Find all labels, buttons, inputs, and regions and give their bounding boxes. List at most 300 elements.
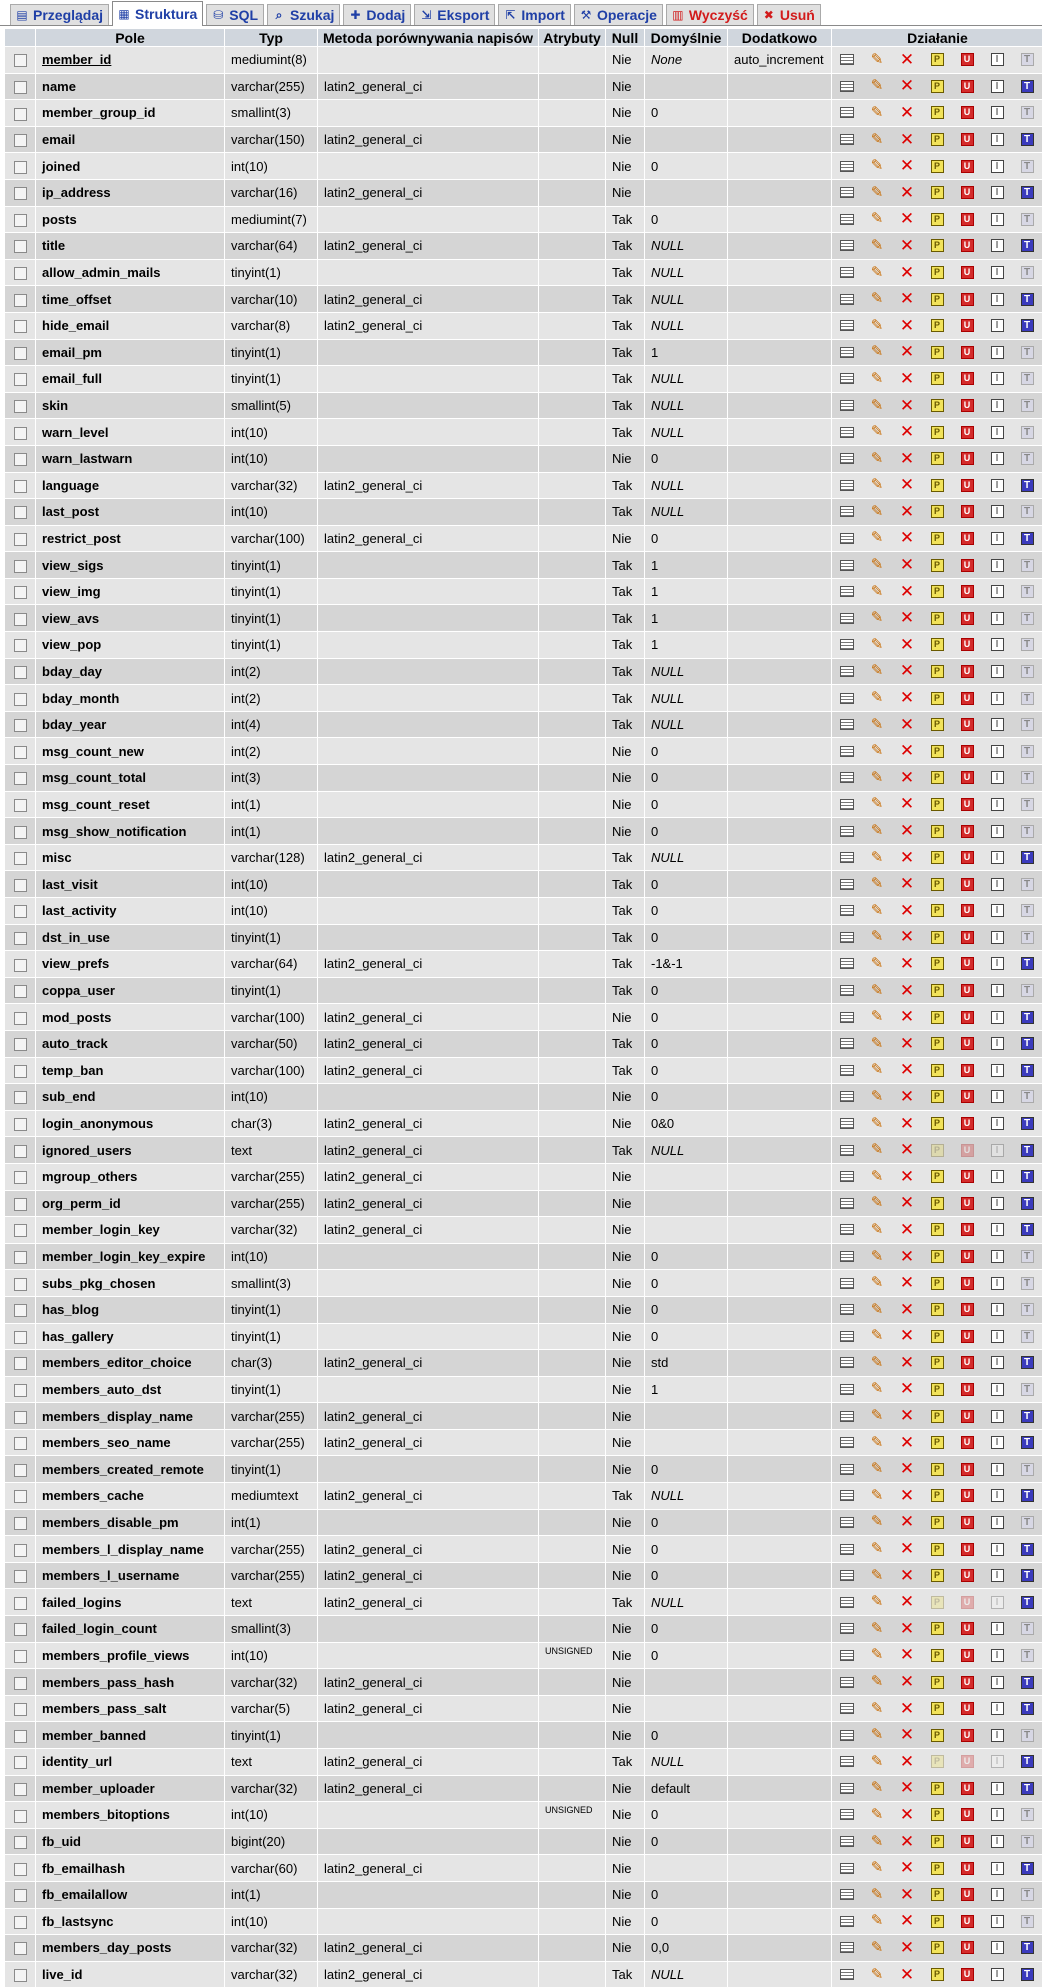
browse-button[interactable] xyxy=(832,1756,862,1767)
index-button[interactable] xyxy=(982,957,1012,970)
row-checkbox[interactable] xyxy=(14,267,27,280)
index-button[interactable] xyxy=(982,825,1012,838)
unique-button[interactable] xyxy=(952,372,982,385)
edit-button[interactable] xyxy=(862,316,892,334)
delete-button[interactable] xyxy=(892,900,922,920)
edit-button[interactable] xyxy=(862,558,892,572)
fulltext-button[interactable] xyxy=(1012,718,1042,731)
unique-button[interactable] xyxy=(952,1835,982,1848)
primary-key-button[interactable] xyxy=(922,745,952,758)
fulltext-button[interactable] xyxy=(1012,1223,1042,1236)
fulltext-button[interactable] xyxy=(1012,1968,1042,1981)
unique-button[interactable] xyxy=(952,505,982,518)
row-checkbox[interactable] xyxy=(14,1038,27,1051)
delete-button[interactable] xyxy=(892,1193,922,1213)
fulltext-button[interactable] xyxy=(1012,1383,1042,1396)
primary-key-button[interactable] xyxy=(922,1968,952,1981)
header-type[interactable]: Typ xyxy=(225,29,317,46)
primary-key-button[interactable] xyxy=(922,1197,952,1210)
index-button[interactable] xyxy=(982,1383,1012,1396)
browse-button[interactable] xyxy=(832,533,862,544)
edit-button[interactable] xyxy=(862,369,892,387)
index-button[interactable] xyxy=(982,266,1012,279)
primary-key-button[interactable] xyxy=(922,665,952,678)
fulltext-button[interactable] xyxy=(1012,160,1042,173)
row-checkbox[interactable] xyxy=(14,81,27,94)
browse-button[interactable] xyxy=(832,373,862,384)
primary-key-button[interactable] xyxy=(922,266,952,279)
delete-button[interactable] xyxy=(892,1565,922,1585)
edit-button[interactable] xyxy=(862,1196,892,1210)
edit-button[interactable] xyxy=(862,1648,892,1662)
edit-button[interactable] xyxy=(862,1752,892,1770)
primary-key-button[interactable] xyxy=(922,931,952,944)
browse-button[interactable] xyxy=(832,826,862,837)
fulltext-button[interactable] xyxy=(1012,1277,1042,1290)
unique-button[interactable] xyxy=(952,1436,982,1449)
fulltext-button[interactable] xyxy=(1012,1543,1042,1556)
fulltext-button[interactable] xyxy=(1012,1090,1042,1103)
index-button[interactable] xyxy=(982,505,1012,518)
fulltext-button[interactable] xyxy=(1012,1011,1042,1024)
edit-button[interactable] xyxy=(862,1515,892,1529)
primary-key-button[interactable] xyxy=(922,319,952,332)
primary-key-button[interactable] xyxy=(922,638,952,651)
browse-button[interactable] xyxy=(832,1544,862,1555)
row-checkbox[interactable] xyxy=(14,932,27,945)
index-button[interactable] xyxy=(982,745,1012,758)
delete-button[interactable] xyxy=(892,581,922,601)
row-checkbox[interactable] xyxy=(14,852,27,865)
browse-button[interactable] xyxy=(832,958,862,969)
fulltext-button[interactable] xyxy=(1012,1676,1042,1689)
browse-button[interactable] xyxy=(832,1863,862,1874)
primary-key-button[interactable] xyxy=(922,106,952,119)
unique-button[interactable] xyxy=(952,665,982,678)
edit-button[interactable] xyxy=(862,1542,892,1556)
fulltext-button[interactable] xyxy=(1012,984,1042,997)
fulltext-button[interactable] xyxy=(1012,638,1042,651)
fulltext-button[interactable] xyxy=(1012,1702,1042,1715)
row-checkbox[interactable] xyxy=(14,1118,27,1131)
row-checkbox[interactable] xyxy=(14,905,27,918)
index-button[interactable] xyxy=(982,559,1012,572)
delete-button[interactable] xyxy=(892,1432,922,1452)
primary-key-button[interactable] xyxy=(922,904,952,917)
delete-button[interactable] xyxy=(892,1858,922,1878)
browse-button[interactable] xyxy=(832,1145,862,1156)
primary-key-button[interactable] xyxy=(922,1676,952,1689)
edit-button[interactable] xyxy=(862,292,892,306)
unique-button[interactable] xyxy=(952,1383,982,1396)
browse-button[interactable] xyxy=(832,1251,862,1262)
primary-key-button[interactable] xyxy=(922,1037,952,1050)
index-button[interactable] xyxy=(982,931,1012,944)
row-checkbox[interactable] xyxy=(14,400,27,413)
row-checkbox[interactable] xyxy=(14,533,27,546)
delete-button[interactable] xyxy=(892,1379,922,1399)
browse-button[interactable] xyxy=(832,613,862,624)
unique-button[interactable] xyxy=(952,1090,982,1103)
delete-button[interactable] xyxy=(892,76,922,96)
delete-button[interactable] xyxy=(892,1086,922,1106)
browse-button[interactable] xyxy=(832,347,862,358)
unique-button[interactable] xyxy=(952,319,982,332)
primary-key-button[interactable] xyxy=(922,1223,952,1236)
edit-button[interactable] xyxy=(862,183,892,201)
tab-import[interactable] xyxy=(498,4,571,25)
delete-button[interactable] xyxy=(892,1299,922,1319)
unique-button[interactable] xyxy=(952,1888,982,1901)
delete-button[interactable] xyxy=(892,1459,922,1479)
edit-button[interactable] xyxy=(862,1433,892,1451)
browse-button[interactable] xyxy=(832,586,862,597)
unique-button[interactable] xyxy=(952,692,982,705)
edit-button[interactable] xyxy=(862,1329,892,1343)
edit-button[interactable] xyxy=(862,981,892,999)
unique-button[interactable] xyxy=(952,1117,982,1130)
delete-button[interactable] xyxy=(892,1219,922,1239)
delete-button[interactable] xyxy=(892,235,922,255)
unique-button[interactable] xyxy=(952,1915,982,1928)
index-button[interactable] xyxy=(982,771,1012,784)
fulltext-button[interactable] xyxy=(1012,825,1042,838)
unique-button[interactable] xyxy=(952,718,982,731)
delete-button[interactable] xyxy=(892,1778,922,1798)
fulltext-button[interactable] xyxy=(1012,1729,1042,1742)
browse-button[interactable] xyxy=(832,1703,862,1714)
row-checkbox[interactable] xyxy=(14,719,27,732)
browse-button[interactable] xyxy=(832,1916,862,1927)
primary-key-button[interactable] xyxy=(922,1596,952,1609)
primary-key-button[interactable] xyxy=(922,1436,952,1449)
delete-button[interactable] xyxy=(892,767,922,787)
delete-button[interactable] xyxy=(892,1937,922,1957)
delete-button[interactable] xyxy=(892,661,922,681)
unique-button[interactable] xyxy=(952,213,982,226)
index-button[interactable] xyxy=(982,851,1012,864)
primary-key-button[interactable] xyxy=(922,1862,952,1875)
unique-button[interactable] xyxy=(952,904,982,917)
primary-key-button[interactable] xyxy=(922,692,952,705)
unique-button[interactable] xyxy=(952,1755,982,1768)
delete-button[interactable] xyxy=(892,608,922,628)
row-checkbox[interactable] xyxy=(14,1357,27,1370)
unique-button[interactable] xyxy=(952,426,982,439)
index-button[interactable] xyxy=(982,612,1012,625)
primary-key-button[interactable] xyxy=(922,1330,952,1343)
row-checkbox[interactable] xyxy=(14,1278,27,1291)
browse-button[interactable] xyxy=(832,666,862,677)
header-extra[interactable]: Dodatkowo xyxy=(728,29,831,46)
tab-szukaj[interactable] xyxy=(267,4,340,25)
fulltext-button[interactable] xyxy=(1012,186,1042,199)
primary-key-button[interactable] xyxy=(922,771,952,784)
edit-button[interactable] xyxy=(862,130,892,148)
primary-key-button[interactable] xyxy=(922,346,952,359)
row-checkbox[interactable] xyxy=(14,560,27,573)
browse-button[interactable] xyxy=(832,453,862,464)
edit-button[interactable] xyxy=(862,954,892,972)
primary-key-button[interactable] xyxy=(922,559,952,572)
delete-button[interactable] xyxy=(892,422,922,442)
fulltext-button[interactable] xyxy=(1012,1250,1042,1263)
unique-button[interactable] xyxy=(952,1330,982,1343)
unique-button[interactable] xyxy=(952,1223,982,1236)
primary-key-button[interactable] xyxy=(922,798,952,811)
row-checkbox[interactable] xyxy=(14,985,27,998)
unique-button[interactable] xyxy=(952,1676,982,1689)
edit-button[interactable] xyxy=(862,1462,892,1476)
index-button[interactable] xyxy=(982,1197,1012,1210)
index-button[interactable] xyxy=(982,1356,1012,1369)
index-button[interactable] xyxy=(982,984,1012,997)
index-button[interactable] xyxy=(982,426,1012,439)
index-button[interactable] xyxy=(982,1968,1012,1981)
unique-button[interactable] xyxy=(952,1410,982,1423)
row-checkbox[interactable] xyxy=(14,1730,27,1743)
fulltext-button[interactable] xyxy=(1012,904,1042,917)
row-checkbox[interactable] xyxy=(14,1224,27,1237)
primary-key-button[interactable] xyxy=(922,80,952,93)
browse-button[interactable] xyxy=(832,1357,862,1368)
browse-button[interactable] xyxy=(832,134,862,145)
index-button[interactable] xyxy=(982,1037,1012,1050)
delete-button[interactable] xyxy=(892,1539,922,1559)
browse-button[interactable] xyxy=(832,799,862,810)
unique-button[interactable] xyxy=(952,1569,982,1582)
header-attributes[interactable]: Atrybuty xyxy=(539,29,605,46)
unique-button[interactable] xyxy=(952,1862,982,1875)
unique-button[interactable] xyxy=(952,1303,982,1316)
edit-button[interactable] xyxy=(862,877,892,891)
delete-button[interactable] xyxy=(892,209,922,229)
delete-button[interactable] xyxy=(892,501,922,521)
index-button[interactable] xyxy=(982,106,1012,119)
primary-key-button[interactable] xyxy=(922,825,952,838)
row-checkbox[interactable] xyxy=(14,1597,27,1610)
unique-button[interactable] xyxy=(952,239,982,252)
delete-button[interactable] xyxy=(892,342,922,362)
edit-button[interactable] xyxy=(862,1034,892,1052)
browse-button[interactable] xyxy=(832,1331,862,1342)
header-collation[interactable]: Metoda porównywania napisów xyxy=(318,29,538,46)
index-button[interactable] xyxy=(982,1596,1012,1609)
index-button[interactable] xyxy=(982,1755,1012,1768)
browse-button[interactable] xyxy=(832,427,862,438)
delete-button[interactable] xyxy=(892,1751,922,1771)
browse-button[interactable] xyxy=(832,161,862,172)
index-button[interactable] xyxy=(982,585,1012,598)
edit-button[interactable] xyxy=(862,1409,892,1423)
browse-button[interactable] xyxy=(832,1304,862,1315)
index-button[interactable] xyxy=(982,186,1012,199)
index-button[interactable] xyxy=(982,1782,1012,1795)
primary-key-button[interactable] xyxy=(922,213,952,226)
browse-button[interactable] xyxy=(832,560,862,571)
delete-button[interactable] xyxy=(892,1592,922,1612)
edit-button[interactable] xyxy=(862,691,892,705)
fulltext-button[interactable] xyxy=(1012,1303,1042,1316)
fulltext-button[interactable] xyxy=(1012,1356,1042,1369)
edit-button[interactable] xyxy=(862,715,892,733)
index-button[interactable] xyxy=(982,346,1012,359)
primary-key-button[interactable] xyxy=(922,1463,952,1476)
delete-button[interactable] xyxy=(892,129,922,149)
row-checkbox[interactable] xyxy=(14,1171,27,1184)
row-checkbox[interactable] xyxy=(14,347,27,360)
index-button[interactable] xyxy=(982,878,1012,891)
fulltext-button[interactable] xyxy=(1012,1782,1042,1795)
primary-key-button[interactable] xyxy=(922,1090,952,1103)
edit-button[interactable] xyxy=(862,797,892,811)
unique-button[interactable] xyxy=(952,479,982,492)
primary-key-button[interactable] xyxy=(922,1516,952,1529)
browse-button[interactable] xyxy=(832,746,862,757)
fulltext-button[interactable] xyxy=(1012,931,1042,944)
delete-button[interactable] xyxy=(892,1406,922,1426)
edit-button[interactable] xyxy=(862,1914,892,1928)
tab-sql[interactable] xyxy=(206,4,264,25)
row-checkbox[interactable] xyxy=(14,1198,27,1211)
delete-button[interactable] xyxy=(892,1352,922,1372)
browse-button[interactable] xyxy=(832,187,862,198)
unique-button[interactable] xyxy=(952,186,982,199)
row-checkbox[interactable] xyxy=(14,1916,27,1929)
unique-button[interactable] xyxy=(952,399,982,412)
browse-button[interactable] xyxy=(832,693,862,704)
delete-button[interactable] xyxy=(892,1033,922,1053)
index-button[interactable] xyxy=(982,1862,1012,1875)
browse-button[interactable] xyxy=(832,1969,862,1980)
index-button[interactable] xyxy=(982,1622,1012,1635)
primary-key-button[interactable] xyxy=(922,1622,952,1635)
edit-button[interactable] xyxy=(862,664,892,678)
fulltext-button[interactable] xyxy=(1012,1835,1042,1848)
fulltext-button[interactable] xyxy=(1012,665,1042,678)
fulltext-button[interactable] xyxy=(1012,771,1042,784)
index-button[interactable] xyxy=(982,718,1012,731)
fulltext-button[interactable] xyxy=(1012,266,1042,279)
index-button[interactable] xyxy=(982,372,1012,385)
index-button[interactable] xyxy=(982,1303,1012,1316)
browse-button[interactable] xyxy=(832,1065,862,1076)
delete-button[interactable] xyxy=(892,821,922,841)
primary-key-button[interactable] xyxy=(922,239,952,252)
unique-button[interactable] xyxy=(952,1011,982,1024)
primary-key-button[interactable] xyxy=(922,1649,952,1662)
index-button[interactable] xyxy=(982,1223,1012,1236)
row-checkbox[interactable] xyxy=(14,161,27,174)
primary-key-button[interactable] xyxy=(922,1569,952,1582)
edit-button[interactable] xyxy=(862,1063,892,1077)
tab-usuń[interactable] xyxy=(757,4,821,25)
delete-button[interactable] xyxy=(892,927,922,947)
index-button[interactable] xyxy=(982,1835,1012,1848)
row-checkbox[interactable] xyxy=(14,1490,27,1503)
index-button[interactable] xyxy=(982,1277,1012,1290)
unique-button[interactable] xyxy=(952,1516,982,1529)
fulltext-button[interactable] xyxy=(1012,1808,1042,1821)
fulltext-button[interactable] xyxy=(1012,1117,1042,1130)
row-checkbox[interactable] xyxy=(14,959,27,972)
fulltext-button[interactable] xyxy=(1012,878,1042,891)
row-checkbox[interactable] xyxy=(14,1783,27,1796)
index-button[interactable] xyxy=(982,399,1012,412)
delete-button[interactable] xyxy=(892,1964,922,1984)
unique-button[interactable] xyxy=(952,1144,982,1157)
index-button[interactable] xyxy=(982,53,1012,66)
browse-button[interactable] xyxy=(832,1012,862,1023)
row-checkbox[interactable] xyxy=(14,1942,27,1955)
unique-button[interactable] xyxy=(952,1808,982,1821)
unique-button[interactable] xyxy=(952,532,982,545)
primary-key-button[interactable] xyxy=(922,293,952,306)
unique-button[interactable] xyxy=(952,585,982,598)
fulltext-button[interactable] xyxy=(1012,319,1042,332)
index-button[interactable] xyxy=(982,1064,1012,1077)
edit-button[interactable] xyxy=(862,1781,892,1795)
index-button[interactable] xyxy=(982,1569,1012,1582)
row-checkbox[interactable] xyxy=(14,1012,27,1025)
delete-button[interactable] xyxy=(892,555,922,575)
unique-button[interactable] xyxy=(952,1197,982,1210)
index-button[interactable] xyxy=(982,319,1012,332)
delete-button[interactable] xyxy=(892,156,922,176)
edit-button[interactable] xyxy=(862,396,892,414)
row-checkbox[interactable] xyxy=(14,134,27,147)
unique-button[interactable] xyxy=(952,771,982,784)
browse-button[interactable] xyxy=(832,1623,862,1634)
unique-button[interactable] xyxy=(952,638,982,651)
edit-button[interactable] xyxy=(862,345,892,359)
browse-button[interactable] xyxy=(832,879,862,890)
row-checkbox[interactable] xyxy=(14,427,27,440)
delete-button[interactable] xyxy=(892,1698,922,1718)
delete-button[interactable] xyxy=(892,1911,922,1931)
edit-button[interactable] xyxy=(862,768,892,786)
primary-key-button[interactable] xyxy=(922,1915,952,1928)
index-button[interactable] xyxy=(982,1170,1012,1183)
index-button[interactable] xyxy=(982,1516,1012,1529)
browse-button[interactable] xyxy=(832,905,862,916)
index-button[interactable] xyxy=(982,1489,1012,1502)
index-button[interactable] xyxy=(982,798,1012,811)
primary-key-button[interactable] xyxy=(922,878,952,891)
fulltext-button[interactable] xyxy=(1012,1941,1042,1954)
row-checkbox[interactable] xyxy=(14,613,27,626)
fulltext-button[interactable] xyxy=(1012,1144,1042,1157)
browse-button[interactable] xyxy=(832,1650,862,1661)
row-checkbox[interactable] xyxy=(14,586,27,599)
primary-key-button[interactable] xyxy=(922,1543,952,1556)
edit-button[interactable] xyxy=(862,582,892,600)
index-button[interactable] xyxy=(982,1117,1012,1130)
edit-button[interactable] xyxy=(862,1167,892,1185)
browse-button[interactable] xyxy=(832,1677,862,1688)
header-default[interactable]: Domyślnie xyxy=(645,29,727,46)
primary-key-button[interactable] xyxy=(922,53,952,66)
row-checkbox[interactable] xyxy=(14,1863,27,1876)
delete-button[interactable] xyxy=(892,741,922,761)
row-checkbox[interactable] xyxy=(14,1650,27,1663)
fulltext-button[interactable] xyxy=(1012,612,1042,625)
edit-button[interactable] xyxy=(862,236,892,254)
row-checkbox[interactable] xyxy=(14,1623,27,1636)
fulltext-button[interactable] xyxy=(1012,372,1042,385)
delete-button[interactable] xyxy=(892,182,922,202)
header-null[interactable]: Null xyxy=(606,29,644,46)
